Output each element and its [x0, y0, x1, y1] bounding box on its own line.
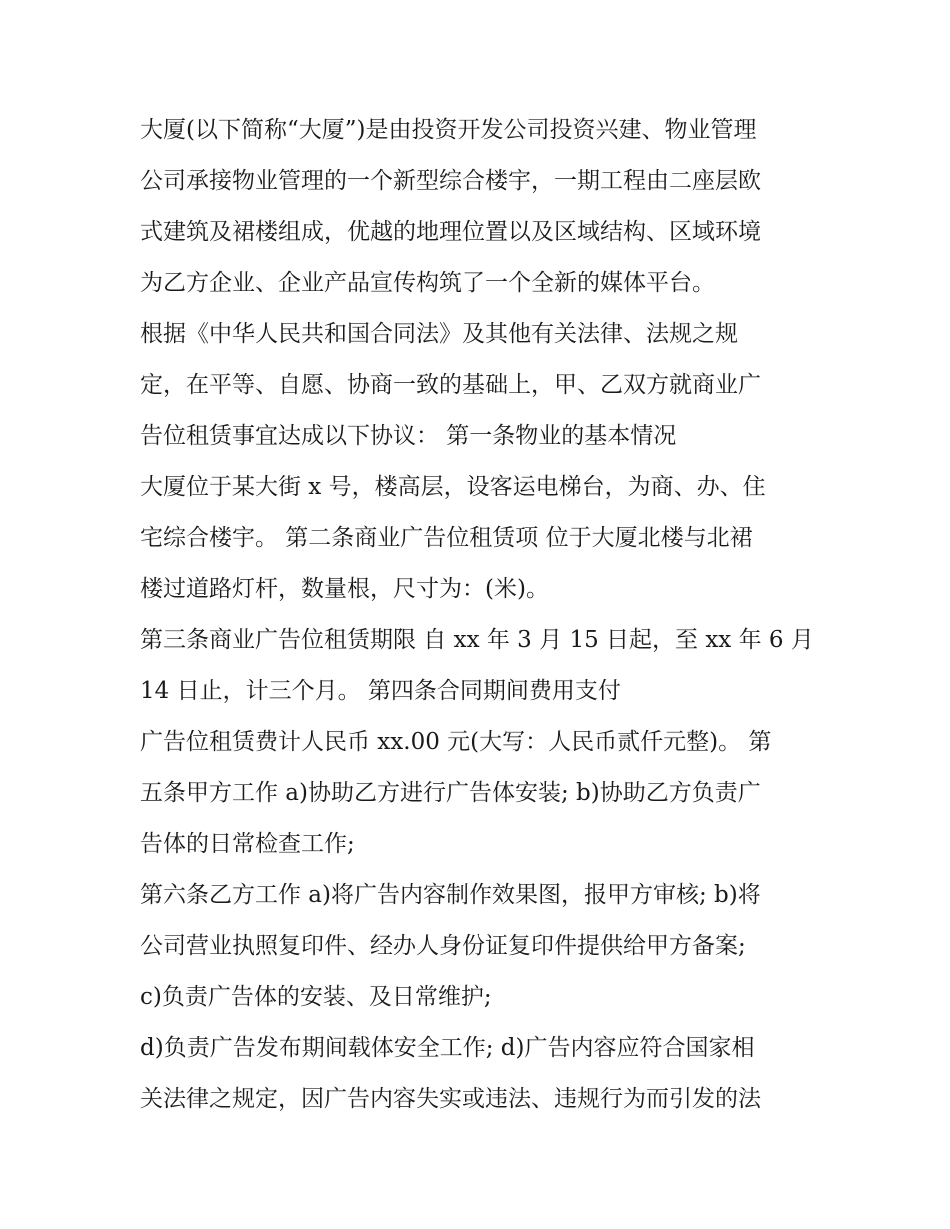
document-body — [140, 108, 830, 1128]
text-line: 14 日止，计三个月。 第四条合同期间费用支付 — [140, 678, 621, 704]
text-line: 五条甲方工作 a)协助乙方进行广告体安装; b)协助乙方负责广 — [140, 780, 761, 806]
text-line: 定，在平等、自愿、协商一致的基础上，甲、乙双方就商业广 — [140, 372, 761, 398]
text-line: 第三条商业广告位租赁期限 自 xx 年 3 月 15 日起，至 xx 年 6 月 — [140, 627, 814, 653]
text-line: 公司承接物业管理的一个新型综合楼宇，一期工程由二座层欧 — [140, 168, 761, 194]
text-line: 宅综合楼宇。 第二条商业广告位租赁项 位于大厦北楼与北裙 — [140, 525, 753, 551]
text-line: 为乙方企业、企业产品宣传构筑了一个全新的媒体平台。 — [140, 270, 715, 296]
text-line: c)负责广告体的安装、及日常维护; — [140, 984, 492, 1010]
text-line: 公司营业执照复印件、经办人身份证复印件提供给甲方备案; — [140, 933, 746, 959]
text-line: 式建筑及裙楼组成，优越的地理位置以及区域结构、区域环境 — [140, 219, 761, 245]
text-line: 大厦位于某大街 x 号，楼高层，设客运电梯台，为商、办、住 — [140, 474, 766, 500]
text-line: 告位租赁事宜达成以下协议： 第一条物业的基本情况 — [140, 423, 677, 449]
text-line: 楼过道路灯杆，数量根，尺寸为：(米)。 — [140, 576, 549, 602]
text-line: d)负责广告发布期间载体安全工作; d)广告内容应符合国家相 — [140, 1035, 755, 1061]
text-line: 关法律之规定，因广告内容失实或违法、违规行为而引发的法 — [140, 1086, 761, 1112]
text-line: 告体的日常检查工作; — [140, 831, 355, 857]
text-line: 大厦(以下简称“大厦”)是由投资开发公司投资兴建、物业管理 — [140, 117, 757, 143]
text-line: 第六条乙方工作 a)将广告内容制作效果图，报甲方审核; b)将 — [140, 882, 761, 908]
text-line: 根据《中华人民共和国合同法》及其他有关法律、法规之规 — [140, 321, 738, 347]
text-line: 广告位租赁费计人民币 xx.00 元(大写：人民币贰仟元整)。 第 — [140, 729, 772, 755]
